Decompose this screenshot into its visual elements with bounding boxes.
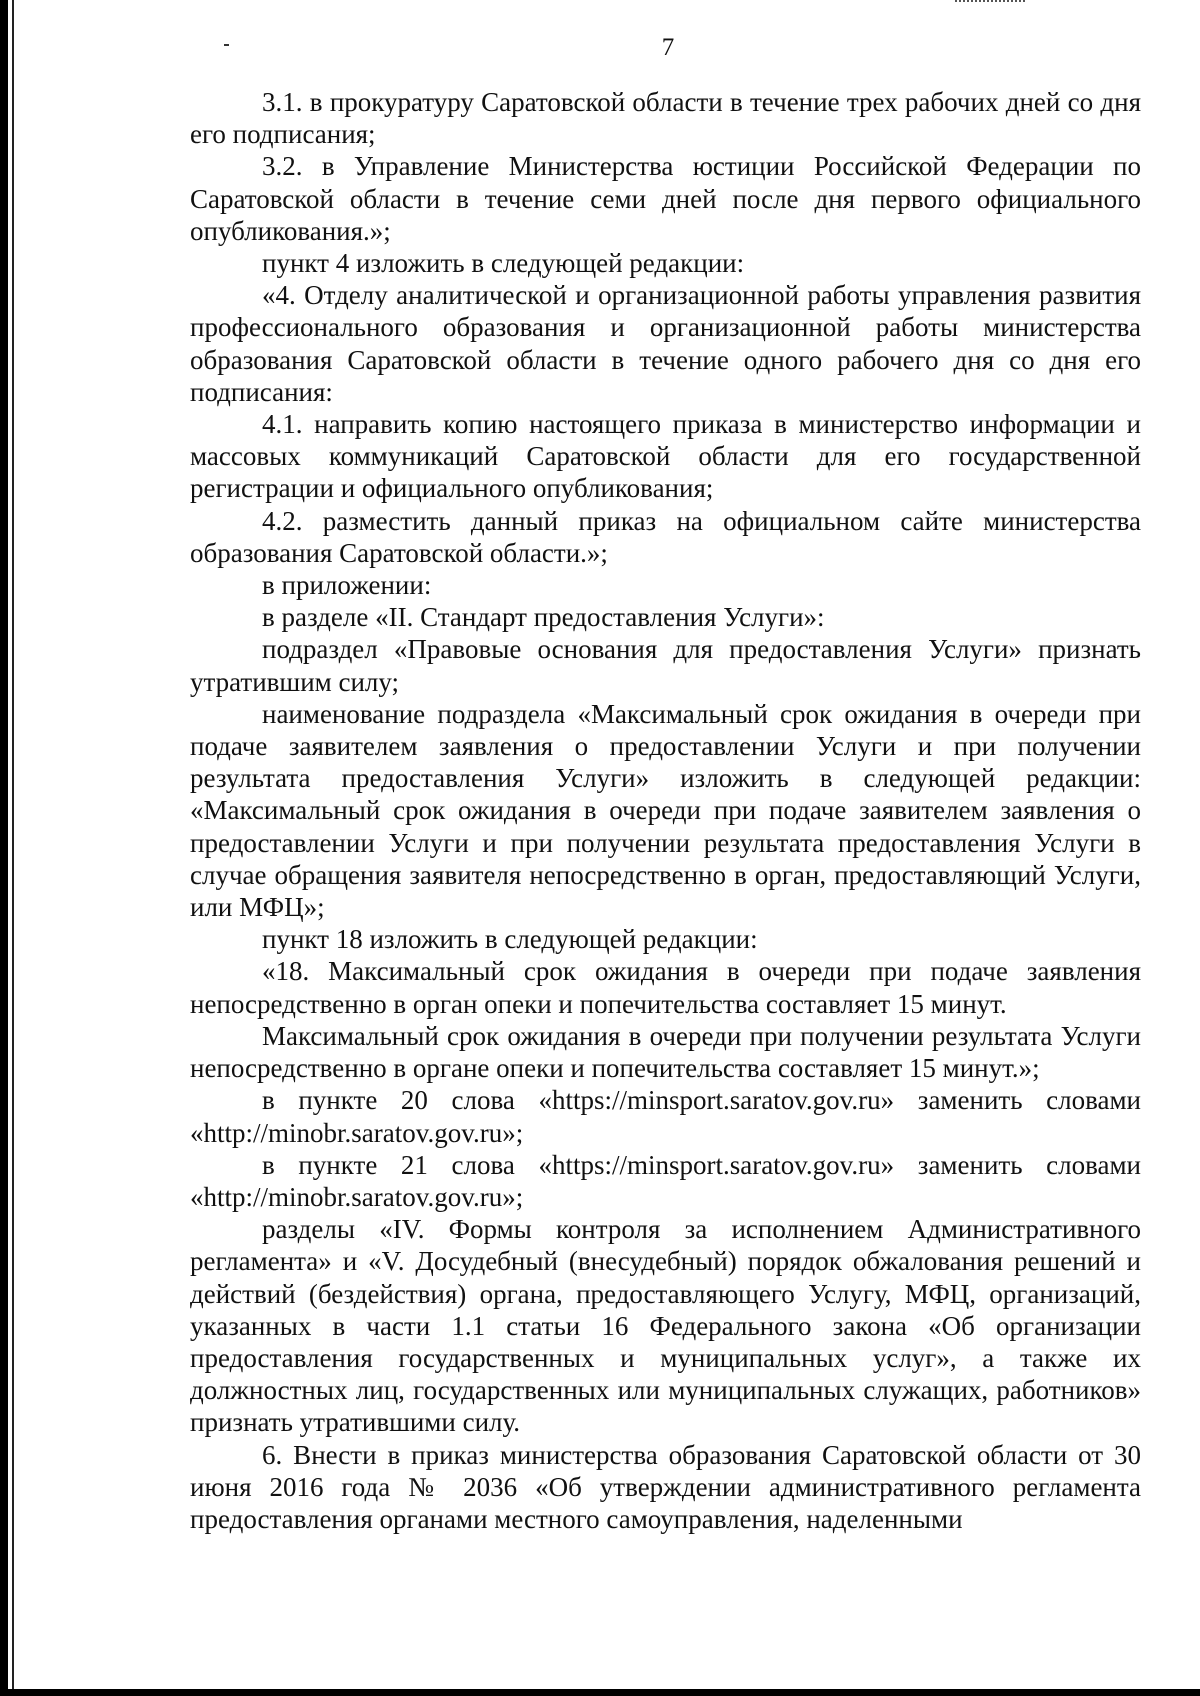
paragraph: 6. Внести в приказ министерства образования Саратовской области от 30 июня 2016 года № 2036 «Об утверждении административного регламента предоставления органами местного самоуправления, наделенными (190, 1439, 1141, 1534)
paragraph: 4.2. разместить данный приказ на официальном сайте министерства образования Саратовской области.»; (190, 505, 1141, 568)
scan-left-border-inner (12, 0, 14, 1696)
paragraph: в приложении: (262, 570, 432, 601)
paragraph: разделы «IV. Формы контроля за исполнением Административного регламента» и «V. Досудебный (внесудебный) порядок обжалования решений и действий (бездействия) органа, предоставляющего Услугу, МФЦ, организаций, указанных в части 1.1 статьи 16 Федерального закона «Об организации предоставления государственных и муниципальных услуг», а также их должностных лиц, государственных или муниципальных служащих, работников» признать утратившими силу. (190, 1214, 1141, 1438)
paragraph: в пункте 20 слова «https://minsport.saratov.gov.ru» заменить словами «http://minobr.saratov.gov.ru»; (190, 1085, 1141, 1148)
paragraph: в разделе «II. Стандарт предоставления Услуги»: (262, 602, 825, 633)
scan-top-mark (955, 0, 1025, 5)
page-number: 7 (661, 34, 675, 61)
scan-bottom-border (0, 1689, 1200, 1696)
paragraph: 3.1. в прокуратуру Саратовской области в течение трех рабочих дней со дня его подписания; (190, 87, 1141, 150)
paragraph: 4.1. направить копию настоящего приказа в министерство информации и массовых коммуникаций Саратовской области для его государственной регистрации и официального опубликования; (190, 409, 1141, 504)
paragraph: пункт 4 изложить в следующей редакции: (262, 248, 745, 279)
scan-left-border (0, 0, 8, 1696)
paragraph: пункт 18 изложить в следующей редакции: (262, 924, 758, 955)
paragraph: «4. Отделу аналитической и организационной работы управления развития профессионального образования и организационной работы министерства образования Саратовской области в течение одного рабочего дня со дня его подписания: (190, 280, 1141, 407)
paragraph: «18. Максимальный срок ожидания в очереди при подаче заявления непосредственно в орган опеки и попечительства составляет 15 минут. (190, 956, 1141, 1019)
paragraph: в пункте 21 слова «https://minsport.saratov.gov.ru» заменить словами «http://minobr.saratov.gov.ru»; (190, 1149, 1141, 1212)
paragraph: Максимальный срок ожидания в очереди при получении результата Услуги непосредственно в органе опеки и попечительства составляет 15 минут.»; (190, 1020, 1141, 1084)
document-body (190, 86, 1141, 1535)
paragraph: наименование подраздела «Максимальный срок ожидания в очереди при подаче заявителем заявления о предоставлении Услуги и при получении результата предоставления Услуги» изложить в следующей редакции: «Максимальный срок ожидания в очереди при подаче заявителем заявления о предоставлении Услуги и при получении результата предоставления Услуги в случае обращения заявителя непосредственно в орган, предоставляющий Услуги, или МФЦ»; (190, 698, 1141, 923)
paragraph: 3.2. в Управление Министерства юстиции Российской Федерации по Саратовской области в течение семи дней после дня первого официального опубликования.»; (190, 151, 1141, 246)
paragraph: подраздел «Правовые основания для предоставления Услуги» признать утратившим силу; (190, 634, 1141, 697)
